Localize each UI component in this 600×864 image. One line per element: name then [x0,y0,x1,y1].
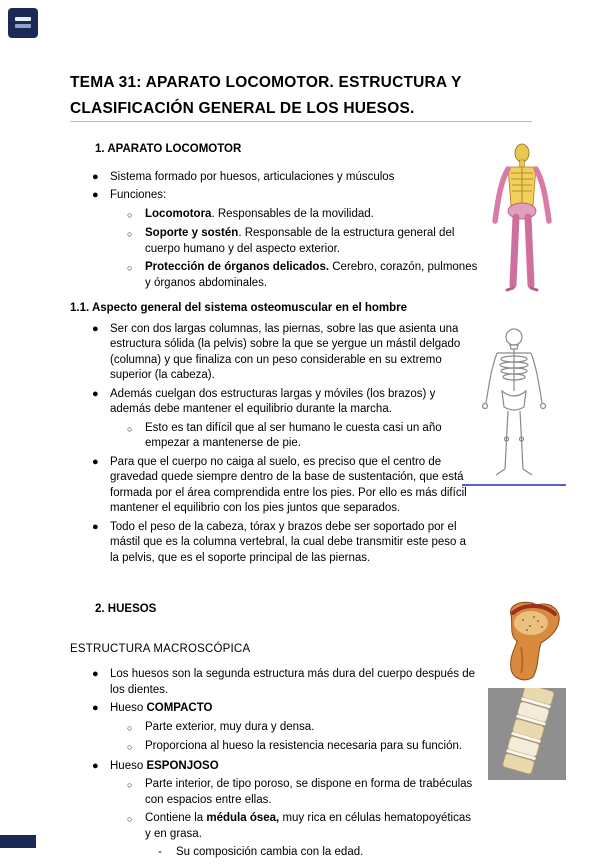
list-item-text [145,811,478,842]
page-title-line1: TEMA 31: APARATO LOCOMOTOR. ESTRUCTURA Y [70,74,462,92]
term-prefix: Hueso [110,702,147,714]
list-item [70,421,478,452]
bullet-marker: ● [92,520,99,533]
bullet-marker: ○ [127,814,133,824]
list-item [70,387,478,418]
document-body [70,142,478,864]
list-item-text: Los huesos son la segunda estructura más dura del cuerpo después de los dientes. [110,668,476,696]
bold-term: ESPONJOSO [146,759,219,772]
page-corner-decoration [0,835,36,848]
bullet-marker: ● [92,322,99,335]
list-item [70,739,478,756]
page-title [70,70,540,122]
bullet-marker: ● [92,189,99,201]
list-item-text [110,759,478,775]
bullet-marker: ● [92,387,99,400]
list-item-text: Su composición cambia con la edad. [176,846,364,858]
list-item [70,207,478,224]
list-item-text: Parte exterior, muy dura y densa. [145,720,315,733]
list-item [70,811,478,842]
list-item-text: Ser con dos largas columnas, las piernas, sobre las que asienta una estructura sólida (la pelvis) sobre la que se yergue un mástil delgado (columna) y que finaliza con un peso considerable en su extremo superior (la cabeza). [110,322,461,381]
bullet-marker: - [158,846,162,858]
term-description: muy rica en células hematopoyéticas y en grasa. [145,812,472,840]
list-item-text [145,226,478,257]
bullet-marker: ○ [127,229,133,239]
list-item-text [110,701,478,717]
term-prefix: Hueso [110,759,147,772]
title-divider [70,121,532,122]
list-item-text: Proporciona al hueso la resistencia necesaria para su función. [145,740,463,752]
skeleton-figure [462,326,566,486]
bullet-marker: ○ [127,780,133,790]
list-item [70,777,478,808]
list-item [70,701,478,717]
bullet-marker: ● [92,668,99,680]
list-item [70,170,478,186]
list-item [70,455,478,517]
list-item [70,845,478,861]
bold-term: Protección de órganos delicados. [145,261,330,273]
section2-heading: 2. HUESOS [95,603,157,615]
bullet-marker: ● [92,170,99,183]
list-item [70,667,478,698]
bullet-marker: ○ [127,263,133,273]
section1-1-heading: 1.1. Aspecto general del sistema osteomuscular en el hombre [70,302,408,314]
page-title-line2: CLASIFICACIÓN GENERAL DE LOS HUESOS. [70,100,415,118]
bold-term: Soporte y sostén [145,227,239,239]
term-description: . Responsables de la movilidad. [211,207,374,220]
list-item-text [145,260,478,291]
bullet-marker: ● [92,455,99,468]
term-description: Cerebro, corazón, pulmones y órganos abdominales. [145,261,478,289]
bullet-marker: ○ [127,742,133,752]
muscular-system-figure [478,143,566,293]
list-item [70,188,478,204]
term-prefix: Contiene la [145,812,207,824]
list-item [70,720,478,737]
vertebral-column-section-figure [488,688,566,780]
term-description: . Responsable de la estructura general del cuerpo humano y del aspecto exterior. [145,227,455,255]
bullet-marker: ○ [127,423,133,434]
hip-bone-section-figure [497,597,565,683]
list-item-text [145,207,478,224]
list-item-text: Además cuelgan dos estructuras largas y móviles (los brazos) y además debe mantener el equilibrio durante la marcha. [110,387,436,415]
list-item [70,322,478,384]
section2-subheading: ESTRUCTURA MACROSCÓPICA [70,642,251,655]
list-item [70,520,478,567]
bullet-marker: ○ [127,209,133,220]
bold-term: COMPACTO [146,702,213,714]
bullet-marker: ● [92,759,99,772]
section1-heading: 1. APARATO LOCOMOTOR [95,143,242,155]
list-item [70,226,478,257]
bold-term: Locomotora [145,207,212,220]
list-item-text: Parte interior, de tipo poroso, se dispone en forma de trabéculas con espacios entre ellas. [145,778,473,806]
bold-term: médula ósea, [206,812,280,824]
bullet-marker: ○ [127,722,133,733]
list-item [70,260,478,291]
list-item [70,759,478,775]
list-item-text: Todo el peso de la cabeza, tórax y brazos debe ser soportado por el mástil que es la columna vertebral, la cual debe transmitir este peso a la pelvis, que es el soporte principal de las piernas. [110,520,467,564]
list-item-text: Sistema formado por huesos, articulaciones y músculos [110,170,395,183]
list-item-text: Esto es tan difícil que al ser humano le cuesta casi un año empezar a mantenerse de pie. [145,421,442,449]
list-item-text: Funciones: [110,189,167,201]
list-item-text: Para que el cuerpo no caiga al suelo, es preciso que el centro de gravedad quede siempre dentro de la base de sustentación, que está formada por el área comprendida entre los pies. Por ello es más difícil mantener el equilibrio con los pies juntos que separados. [110,455,467,514]
bullet-marker: ● [92,702,99,714]
template-logo-icon [8,8,38,38]
